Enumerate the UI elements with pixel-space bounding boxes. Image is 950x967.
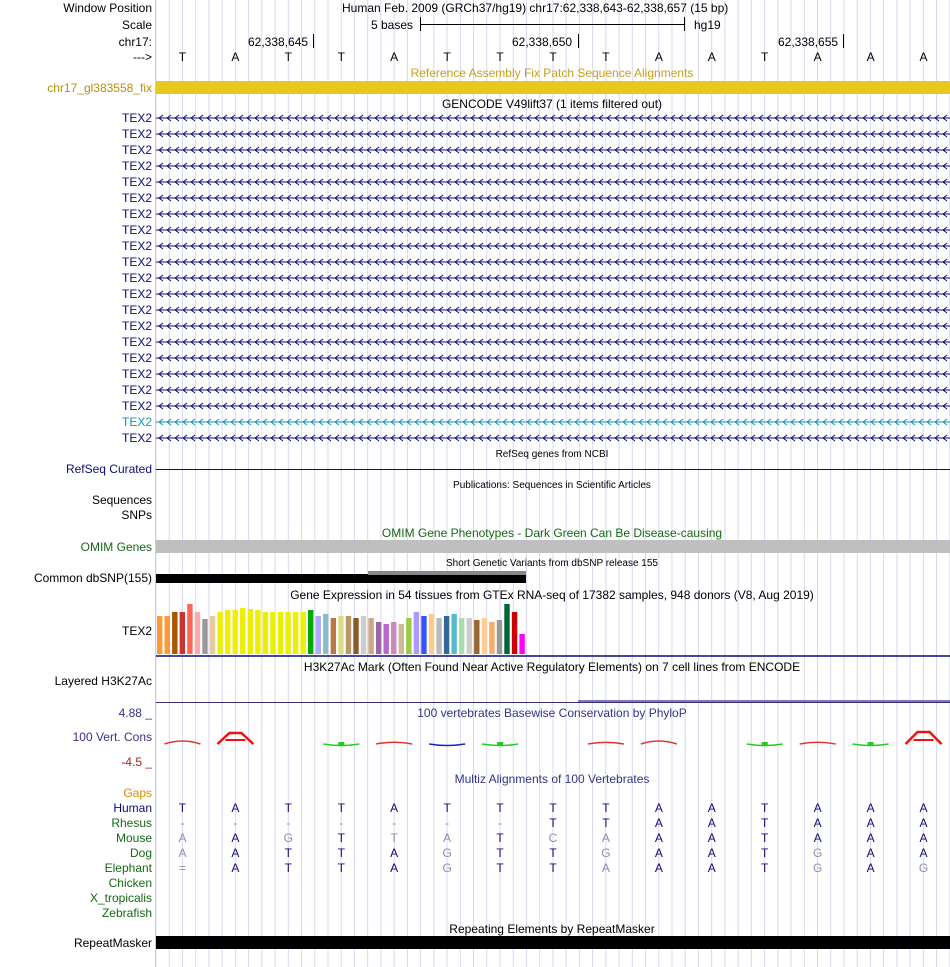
multiz-base: T [496, 846, 504, 860]
gtex-tissue-bar [482, 618, 487, 654]
multiz-base: T [761, 846, 769, 860]
multiz-base: A [813, 801, 822, 815]
multiz-base: - [180, 816, 185, 830]
multiz-base: A [707, 861, 716, 875]
multiz-base: A [813, 831, 822, 845]
gencode-transcript-line[interactable] [156, 272, 950, 284]
scale-bar-right-tick [684, 17, 685, 31]
gtex-tissue-bar [444, 616, 449, 654]
multiz-base: - [392, 816, 397, 830]
gtex-tissue-bar [368, 618, 373, 654]
multiz-base: A [654, 846, 663, 860]
position-label-2: 62,338,650 [512, 35, 573, 49]
gtex-tissue-bar [497, 620, 502, 654]
gtex-tissue-bar [489, 622, 494, 654]
multiz-species-label[interactable]: X_tropicalis [89, 891, 152, 905]
multiz-base: A [866, 861, 875, 875]
reference-base: T [761, 50, 769, 64]
multiz-base: A [866, 846, 875, 860]
multiz-base: - [498, 816, 503, 830]
gtex-tissue-bar [248, 609, 253, 654]
gtex-tissue-bar [278, 612, 283, 654]
gencode-transcript-line[interactable] [156, 288, 950, 300]
gtex-tissue-bar [429, 614, 434, 654]
gencode-transcript-label[interactable]: TEX2 [121, 271, 152, 285]
multiz-base: T [549, 846, 557, 860]
multiz-base: T [549, 816, 557, 830]
gencode-transcript-line[interactable] [156, 432, 950, 444]
gencode-transcript-line[interactable] [156, 224, 950, 236]
multiz-base: A [707, 801, 716, 815]
multiz-base: T [549, 801, 557, 815]
multiz-base: T [284, 861, 292, 875]
gtex-tissue-bar [346, 616, 351, 654]
gencode-transcript-line[interactable] [156, 128, 950, 140]
gtex-bar-chart[interactable] [156, 600, 950, 657]
refseq-track-title[interactable]: RefSeq genes from NCBI [495, 449, 609, 460]
gtex-tissue-bar [376, 622, 381, 654]
multiz-base: T [496, 801, 504, 815]
phylop-peak [906, 732, 942, 744]
gencode-transcript-label[interactable]: TEX2 [121, 335, 152, 349]
multiz-track-title[interactable]: Multiz Alignments of 100 Vertebrates [454, 772, 650, 786]
dbsnp-grey-bar[interactable] [368, 571, 526, 575]
multiz-base: A [654, 831, 663, 845]
reference-base: T [178, 50, 187, 64]
gtex-tissue-bar [255, 610, 260, 654]
reference-base: A [866, 50, 875, 64]
strand-label[interactable]: ---> [133, 50, 152, 64]
phylop-signal-block [762, 742, 768, 745]
gtex-tissue-bar [512, 612, 517, 654]
multiz-base: T [337, 801, 345, 815]
window-position-label: Window Position [63, 1, 152, 15]
gtex-tissue-bar [474, 620, 479, 654]
position-tick-1 [313, 34, 314, 48]
multiz-base: A [654, 816, 663, 830]
multiz-base: G [442, 861, 452, 875]
omim-label[interactable]: OMIM Genes [80, 540, 152, 554]
gencode-transcript-line[interactable] [156, 176, 950, 188]
gencode-transcript-label[interactable]: TEX2 [121, 191, 152, 205]
gtex-tissue-bar [217, 612, 222, 654]
gtex-tissue-bar [421, 616, 426, 654]
fix-patch-bar[interactable] [156, 81, 950, 94]
multiz-species-label[interactable]: Rhesus [111, 816, 152, 830]
gencode-transcript-label[interactable]: TEX2 [121, 287, 152, 301]
assembly-position-text[interactable]: Human Feb. 2009 (GRCh37/hg19) chr17:62,338,643-62,338,657 (15 bp) [342, 1, 729, 15]
multiz-base: A [919, 831, 928, 845]
multiz-base: A [919, 816, 928, 830]
multiz-base: A [601, 831, 610, 845]
gtex-tissue-bar [157, 616, 162, 654]
gencode-transcript-line[interactable] [156, 384, 950, 396]
multiz-species-label[interactable]: Human [113, 801, 152, 815]
multiz-base: A [866, 801, 875, 815]
phylop-conservation-plot[interactable] [156, 720, 950, 760]
multiz-base: - [286, 816, 291, 830]
multiz-base: G [918, 861, 929, 875]
gtex-tissue-bar [323, 614, 328, 654]
multiz-base: G [812, 861, 823, 875]
dbsnp-bar[interactable] [156, 574, 526, 583]
phylop-signal [376, 742, 412, 744]
phylop-signal-block [868, 742, 874, 745]
reference-base: A [813, 50, 822, 64]
reference-base: T [549, 50, 557, 64]
gencode-transcript-label[interactable]: TEX2 [121, 255, 152, 269]
position-tick-3 [843, 34, 844, 48]
gtex-tissue-bar [165, 616, 170, 654]
gtex-tissue-bar [195, 612, 200, 654]
repeatmasker-bar[interactable] [156, 936, 950, 949]
scale-label: Scale [121, 18, 152, 32]
phylop-signal [588, 742, 624, 744]
multiz-base: C [548, 831, 558, 845]
multiz-base: A [707, 831, 716, 845]
gencode-transcript-line[interactable] [156, 368, 950, 380]
gtex-tissue-bar [331, 618, 336, 654]
multiz-base: A [231, 861, 240, 875]
multiz-base: A [231, 801, 240, 815]
position-tick-2 [578, 34, 579, 48]
multiz-base: T [602, 816, 610, 830]
multiz-base: A [178, 846, 187, 860]
multiz-base: G [442, 846, 452, 860]
gtex-tissue-bar [225, 610, 230, 654]
gencode-transcript-line[interactable] [156, 352, 950, 364]
multiz-base: A [178, 831, 187, 845]
multiz-base: T [496, 861, 504, 875]
reference-base: T [496, 50, 504, 64]
multiz-base: T [443, 801, 451, 815]
gtex-tissue-bar [316, 616, 321, 654]
multiz-base: G [283, 831, 293, 845]
gencode-transcript-label[interactable]: TEX2 [121, 303, 152, 317]
gtex-tissue-bar [202, 619, 207, 654]
gencode-transcript-line[interactable] [156, 416, 950, 428]
gencode-transcript-label[interactable]: TEX2 [121, 223, 152, 237]
phylop-peak [217, 733, 253, 744]
multiz-base: A [390, 846, 399, 860]
multiz-base: A [866, 816, 875, 830]
gencode-transcript-line[interactable] [156, 240, 950, 252]
gencode-transcript-label[interactable]: TEX2 [121, 175, 152, 189]
multiz-base: A [390, 801, 399, 815]
multiz-base: T [178, 801, 187, 815]
gtex-tissue-bar [240, 608, 245, 654]
gencode-transcript-line[interactable] [156, 400, 950, 412]
reference-base: T [443, 50, 451, 64]
multiz-base: A [231, 846, 240, 860]
phylop-signal [641, 741, 677, 744]
gencode-transcript-line[interactable] [156, 192, 950, 204]
gencode-transcript-line[interactable] [156, 208, 950, 220]
h3k27ac-label[interactable]: Layered H3K27Ac [54, 674, 152, 688]
multiz-base: T [549, 861, 557, 875]
multiz-base: A [654, 801, 663, 815]
gtex-track-title[interactable]: Gene Expression in 54 tissues from GTEx RNA-seq of 17382 samples, 948 donors (V8, Aug 2019) [290, 588, 814, 602]
reference-base: A [707, 50, 716, 64]
refseq-label[interactable]: RefSeq Curated [65, 462, 152, 476]
omim-bar[interactable] [156, 540, 950, 553]
gtex-tissue-bar [187, 604, 192, 654]
h3k27ac-track-title[interactable]: H3K27Ac Mark (Often Found Near Active Regulatory Elements) on 7 cell lines from ENCODE [303, 660, 801, 674]
gencode-transcript-line[interactable] [156, 320, 950, 332]
refseq-gene-line[interactable] [156, 469, 950, 470]
publications-track-title[interactable]: Publications: Sequences in Scientific Articles [453, 480, 651, 491]
gtex-tissue-bar [270, 612, 275, 654]
multiz-species-label[interactable]: Dog [129, 846, 152, 860]
multiz-base: A [919, 801, 928, 815]
multiz-base: A [919, 846, 928, 860]
gencode-transcript-line[interactable] [156, 336, 950, 348]
phylop-signal-block [338, 742, 344, 745]
dbsnp-label[interactable]: Common dbSNP(155) [33, 571, 152, 585]
gtex-tissue-bar [353, 618, 358, 654]
multiz-base: A [707, 816, 716, 830]
gencode-transcript-label[interactable]: TEX2 [121, 367, 152, 381]
h3k27ac-signal [578, 700, 950, 702]
reference-base: A [654, 50, 663, 64]
multiz-base: A [813, 816, 822, 830]
reference-base: T [602, 50, 610, 64]
dbsnp-track-title[interactable]: Short Genetic Variants from dbSNP release 155 [446, 558, 658, 569]
gencode-transcript-label[interactable]: TEX2 [121, 399, 152, 413]
scale-bar [420, 24, 684, 25]
multiz-base: - [339, 816, 344, 830]
multiz-species-label[interactable]: Chicken [108, 876, 152, 890]
reference-base: T [284, 50, 292, 64]
reference-base: A [919, 50, 928, 64]
gencode-transcript-line[interactable] [156, 112, 950, 124]
multiz-base: A [231, 831, 240, 845]
multiz-base: T [284, 846, 292, 860]
multiz-base: - [445, 816, 450, 830]
multiz-base: T [761, 861, 769, 875]
gencode-transcript-label[interactable]: TEX2 [121, 415, 152, 429]
multiz-base: A [707, 846, 716, 860]
phylop-signal-block [497, 742, 503, 745]
scale-bar-left-tick [420, 17, 421, 31]
h3k27ac-baseline [156, 702, 950, 703]
position-label-1: 62,338,645 [248, 35, 309, 49]
reference-base: A [390, 50, 399, 64]
gencode-transcript-label[interactable]: TEX2 [121, 143, 152, 157]
gtex-tissue-bar [504, 604, 509, 654]
gtex-tissue-bar [519, 634, 524, 654]
multiz-base: T [602, 801, 610, 815]
gtex-tissue-bar [391, 622, 396, 654]
multiz-species-label[interactable]: Zebrafish [101, 906, 152, 920]
publications-snps-label[interactable]: SNPs [121, 508, 152, 522]
gtex-tissue-bar [285, 612, 290, 654]
repeatmasker-track-title[interactable]: Repeating Elements by RepeatMasker [449, 922, 655, 936]
gencode-transcript-line[interactable] [156, 160, 950, 172]
phylop-min-label: -4.5 _ [121, 755, 152, 769]
gtex-tissue-bar [399, 624, 404, 654]
gtex-tissue-bar [180, 612, 185, 654]
gtex-tissue-bar [293, 612, 298, 654]
scale-text: 5 bases [371, 18, 414, 32]
db-label: hg19 [694, 18, 721, 32]
multiz-base: T [761, 816, 769, 830]
multiz-base: T [284, 801, 292, 815]
gtex-tissue-bar [406, 618, 411, 654]
gtex-tissue-bar [172, 612, 177, 654]
multiz-base: - [233, 816, 238, 830]
multiz-base: A [601, 861, 610, 875]
phylop-signal [429, 744, 465, 746]
multiz-base: T [337, 861, 345, 875]
fix-patch-track-title[interactable]: Reference Assembly Fix Patch Sequence Alignments [410, 66, 694, 80]
gencode-track-title[interactable]: GENCODE V49lift37 (1 items filtered out) [441, 97, 663, 111]
gencode-transcript-line[interactable] [156, 304, 950, 316]
gtex-tissue-bar [459, 618, 464, 654]
gtex-label[interactable]: TEX2 [121, 624, 152, 638]
multiz-base: A [390, 861, 399, 875]
gtex-tissue-bar [451, 614, 456, 654]
reference-base: A [231, 50, 240, 64]
gtex-tissue-bar [233, 610, 238, 654]
phylop-signal [800, 742, 836, 744]
gencode-transcript-label[interactable]: TEX2 [121, 239, 152, 253]
multiz-base: A [654, 861, 663, 875]
multiz-species-label[interactable]: Elephant [104, 861, 152, 875]
multiz-base: T [390, 831, 398, 845]
repeatmasker-label[interactable]: RepeatMasker [73, 936, 152, 950]
gencode-transcript-label[interactable]: TEX2 [121, 383, 152, 397]
publications-sequences-label[interactable]: Sequences [91, 493, 152, 507]
phylop-max-label: 4.88 _ [118, 706, 152, 720]
gencode-transcript-label[interactable]: TEX2 [121, 207, 152, 221]
multiz-gaps-label[interactable]: Gaps [123, 786, 152, 800]
multiz-base: T [761, 831, 769, 845]
phylop-signal [164, 741, 200, 744]
multiz-base: = [178, 861, 186, 875]
multiz-base: T [496, 831, 504, 845]
gencode-transcript-label[interactable]: TEX2 [121, 159, 152, 173]
multiz-base: A [443, 831, 452, 845]
gencode-transcript-label[interactable]: TEX2 [121, 351, 152, 365]
position-label-3: 62,338,655 [778, 35, 839, 49]
fix-patch-label[interactable]: chr17_gl383558_fix [47, 81, 152, 95]
gtex-tissue-bar [414, 612, 419, 654]
gencode-transcript-label[interactable]: TEX2 [121, 111, 152, 125]
gtex-tissue-bar [384, 624, 389, 654]
reference-base: T [337, 50, 345, 64]
multiz-species-label[interactable]: Mouse [115, 831, 152, 845]
gtex-tissue-bar [308, 610, 313, 654]
gtex-tissue-bar [210, 616, 215, 654]
omim-track-title[interactable]: OMIM Gene Phenotypes - Dark Green Can Be Disease-causing [381, 526, 723, 540]
multiz-base: A [866, 831, 875, 845]
gencode-transcript-line[interactable] [156, 256, 950, 268]
gencode-transcript-label[interactable]: TEX2 [121, 319, 152, 333]
gtex-tissue-bar [361, 616, 366, 654]
multiz-base: G [601, 846, 611, 860]
gencode-transcript-label[interactable]: TEX2 [121, 431, 152, 445]
gtex-tissue-bar [300, 612, 305, 654]
gtex-tissue-bar [436, 618, 441, 654]
gtex-tissue-bar [467, 618, 472, 654]
gtex-tissue-bar [263, 612, 268, 654]
gencode-transcript-line[interactable] [156, 144, 950, 156]
phylop-track-title[interactable]: 100 vertebrates Basewise Conservation by PhyloP [417, 706, 687, 720]
multiz-base: T [337, 846, 345, 860]
gtex-tissue-bar [338, 616, 343, 654]
phylop-label[interactable]: 100 Vert. Cons [72, 730, 152, 744]
multiz-base: T [337, 831, 345, 845]
multiz-base: T [761, 801, 769, 815]
multiz-base: G [812, 846, 823, 860]
gencode-transcript-label[interactable]: TEX2 [121, 127, 152, 141]
chr-label: chr17: [118, 35, 152, 49]
